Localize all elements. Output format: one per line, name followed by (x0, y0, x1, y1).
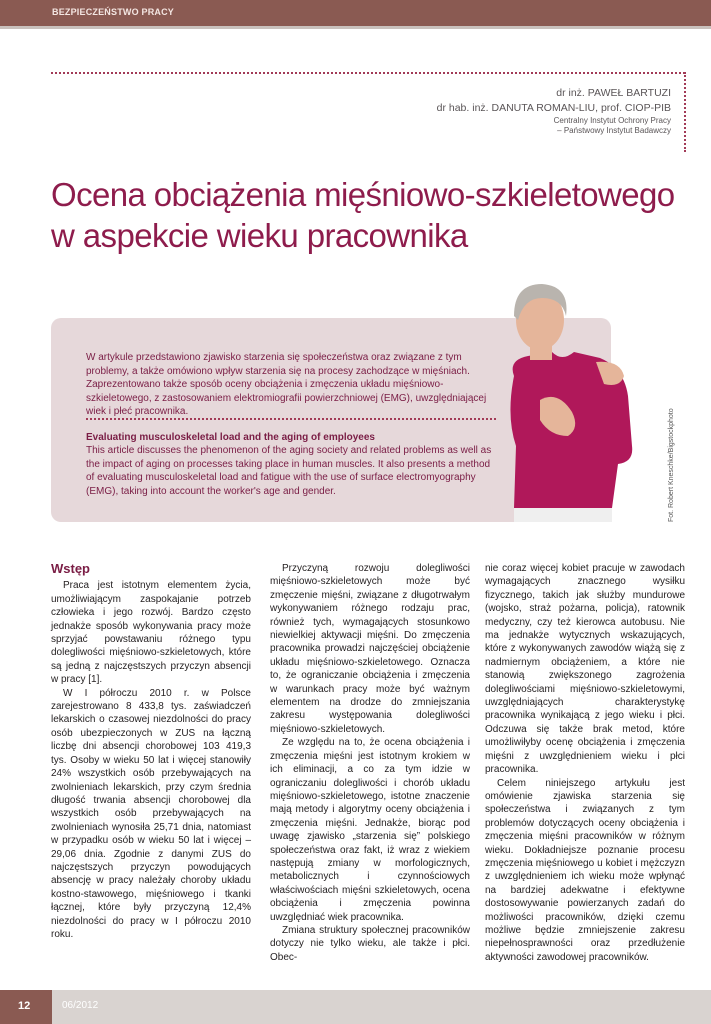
abstract-divider (86, 418, 496, 420)
paragraph: Celem niniejszego artykułu jest omówienie zjawiska starzenia się społeczeństwa i związanych z tym problemów dotyczących oceny obciążenia i zmęczenia mięśni pracowników w różnym wieku. Dokładniejsze poznanie procesu zmęczenia mięśniowego u kobiet i mężczyzn z uwzględnieniem ich wieku może wpłynąć na bardziej adekwatne i efektywne dostosowywanie powierzanych zadań do możliwości pracowników, dzięki czemu możliwe będzie zmniejszenie zakresu niepełnosprawności oraz przedłużenie aktywności zawodowej pracowników. (485, 777, 685, 963)
abstract-polish: W artykule przedstawiono zjawisko starzenia się społeczeństwa oraz związane z tym problemy, a także omówiono wpływ starzenia się na procesy zachodzące w mięśniach. Zaprezentowano także sposób oceny obciążenia i zmęczenia układu mięśniowo-szkieletowego, z zastosowaniem elektromiografii powierzchniowej (EMG), uwzględniającej wiek i płeć pracownika. (86, 352, 487, 418)
institution: Centralny Instytut Ochrony Pracy (553, 116, 671, 125)
paragraph: Ze względu na to, że ocena obciążenia i zmęczenia mięśni jest istotnym krokiem w ich eliminacji, a co za tym idzie w ograniczaniu dolegliwości i chorób układu mięśniowo-szkieletowego, istotne znaczenie mają metody i algorytmy oceny obciążenia i zmęczenia mięśni. Jednakże, biorąc pod uwagę zjawisko „starzenia się” polskiego społeczeństwa oraz fakt, iż wraz z wiekiem następują zmiany w morfologicznych, metabolicznych i czynnościowych właściwościach mięśni szkieletowych, ocena obciążenia i zmęczenia powinna uwzględniać wiek pracownika. (270, 737, 470, 923)
issue-label: 06/2012 (62, 1000, 99, 1011)
text-column-2 (270, 562, 470, 964)
section-label: BEZPIECZEŃSTWO PRACY (52, 7, 175, 17)
abstract-english-title: Evaluating musculoskeletal load and the aging of employees (86, 432, 375, 443)
paragraph: W I półroczu 2010 r. w Polsce zarejestrowano 8 433,8 tys. zaświadczeń lekarskich o czasowej niezdolności do pracy osób ubezpieczonych w ZUS na łączną liczbę dni absencji chorobowej 103 419,3 tys. Osoby w wieku 50 lat i więcej stanowiły 24% wszystkich osób przebywających na zwolnieniach lekarskich, przy czym średnia długość trwania absencji chorobowej dla wszystkich osób przebywających na zwolnieniach wynosiła 25,71 dnia, natomiast w przypadku osób w wieku 50 lat i więcej – 29,06 dnia. Zgodnie z danymi ZUS do najczęstszych przyczyn powodujących absencję w pracy należały choroby układu kostno-stawowego, mięśniowego i tkanki łącznej, które były przyczyną 12,4% niezdolności do pracy w I półroczu 2010 roku. (51, 687, 251, 940)
abstract-english: This article discusses the phenomenon of the aging society and related problems as well as the impact of aging on processes taking place in human muscles. It also presents a method of evaluating musculoskeletal load and fatigue with the use of surface electromyography (EMG), taking into account the worker's age and gender. (86, 445, 492, 497)
title-line: Ocena obciążenia mięśniowo-szkieletowego (51, 176, 675, 213)
neck (530, 346, 552, 360)
footer-bar (0, 990, 711, 1024)
photo-older-man (500, 276, 640, 524)
page-number: 12 (18, 1000, 31, 1012)
title-line: w aspekcie wieku pracownika (51, 217, 468, 254)
author-block (311, 86, 671, 136)
paragraph: Praca jest istotnym elementem życia, umożliwiającym zaspokajanie potrzeb człowieka i jego rozwój. Bardzo często jednakże sposób wykonywania pracy może sprzyjać powstawaniu różnego typu dolegliwości mięśniowo-szkieletowych, które są jedną z najczęstszych przyczyn absencji w pracy [1]. (51, 580, 251, 686)
trousers (514, 508, 612, 522)
article-title (51, 174, 691, 256)
paragraph: Przyczyną rozwoju dolegliwości mięśniowo-szkieletowych może być zmęczenie mięśni, związane z długotrwałym wykonywaniem różnego rodzaju prac, również tych, wymagających stosunkowo niewielkiej aktywacji mięśni. Do zmęczenia pracownika prowadzi najczęściej obciążenie układu mięśniowo-szkieletowego. Oznacza to, że ograniczanie obciążenia i zmęczenia w warunkach pracy może być ważnym elementem na drodze do zmniejszania zakresu występowania dolegliwości mięśniowo-szkieletowych. (270, 563, 470, 735)
text-column-3 (485, 562, 685, 964)
dotted-rule-top (51, 72, 685, 74)
paragraph: nie coraz więcej kobiet pracuje w zawodach wymagających znacznego wysiłku fizycznego, takich jak służby mundurowe (wojsko, straż pożarna, policja), ratownik medyczny, czy też kierowca autobusu. Nie ma jednakże wytycznych wskazujących, które z wykonywanych zawodów wiążą się z nadmiernym obciążeniem, a które nie stanowią zwiększonego zagrożenia dolegliwościami mięśniowo-szkieletowymi, uwzględniających charakterystykę pracownika wynikającą z jego wieku i płci. Odczuwa się także brak metod, które umożliwiłyby ocenę obciążenia i zmęczenia mięśni z uwzględnieniem wieku i płci pracownika. (485, 563, 685, 776)
dotted-rule-side (684, 72, 686, 152)
photo-credit: Fot. Robert Kneschke/Bigstockphoto (668, 408, 675, 522)
paragraph: Zmiana struktury społecznej pracowników dotyczy nie tylko wieku, ale także i płci. Obec- (270, 924, 470, 963)
text-column-1 (51, 562, 251, 941)
author-name: dr hab. inż. DANUTA ROMAN-LIU, prof. CIOP-PIB (436, 102, 671, 114)
section-heading: Wstęp (51, 561, 90, 576)
header-rule (0, 26, 711, 29)
institution: – Państwowy Instytut Badawczy (557, 126, 671, 135)
author-name: dr inż. PAWEŁ BARTUZI (556, 87, 671, 99)
